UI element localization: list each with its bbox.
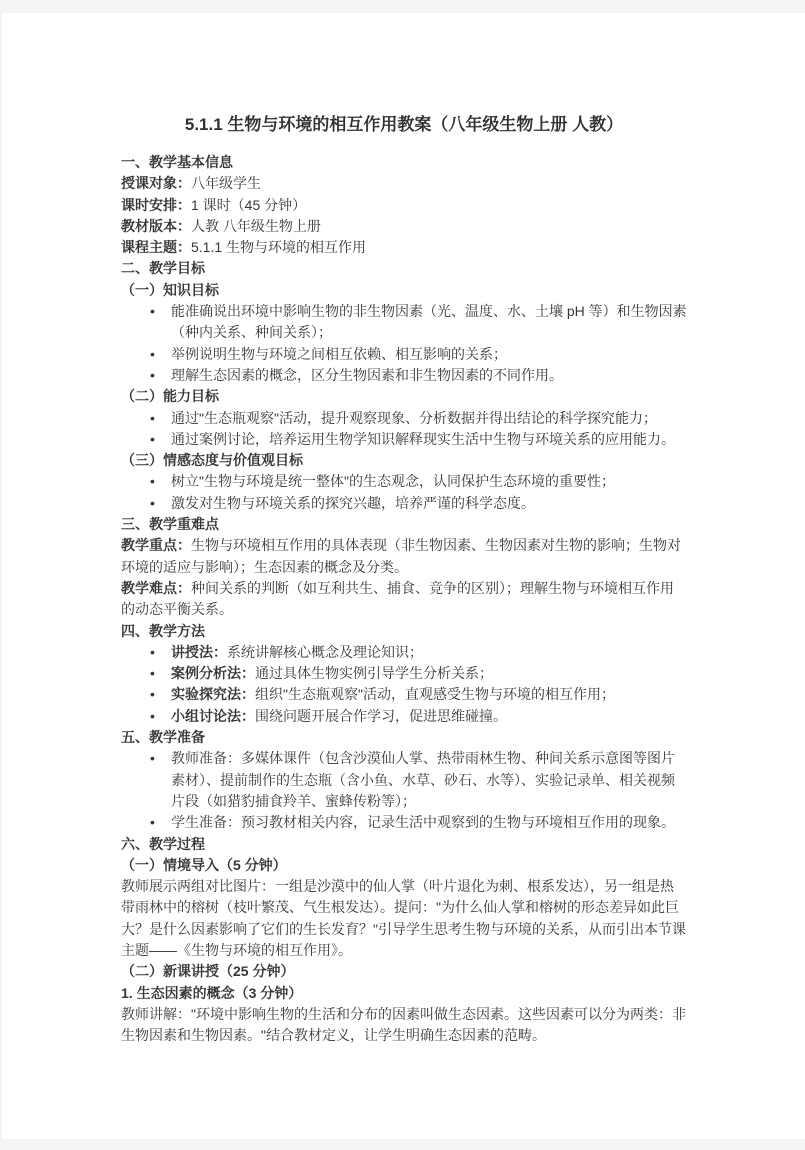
paragraph-label: 教学难点： xyxy=(121,579,191,596)
info-value: 人教 八年级生物上册 xyxy=(191,217,321,234)
info-label: 课时安排： xyxy=(121,196,191,213)
bullet-list-knowledge xyxy=(121,301,687,386)
bullet-text: 组织"生态瓶观察"活动，直观感受生物与环境的相互作用； xyxy=(255,686,615,703)
section-heading-basic-info: 一、教学基本信息 xyxy=(121,154,233,170)
subheading-ability-objectives: （二）能力目标 xyxy=(121,388,219,405)
bullet-text: 通过具体生物实例引导学生分析关系； xyxy=(255,665,493,682)
bullet-text: 激发对生物与环境关系的探究兴趣，培养严谨的科学态度。 xyxy=(171,494,535,511)
paragraph-difficult-point xyxy=(121,578,687,621)
section-heading-objectives: 二、教学目标 xyxy=(121,260,205,277)
info-line-schedule xyxy=(121,195,687,216)
bullet-text: 能准确说出环境中影响生物的非生物因素（光、温度、水、土壤 pH 等）和生物因素（种内关系、种间关系）； xyxy=(171,303,687,341)
info-line-audience xyxy=(121,173,687,194)
document-page xyxy=(2,13,805,1139)
paragraph-key-point xyxy=(121,535,687,578)
subheading-affective-objectives: （三）情感态度与价值观目标 xyxy=(121,452,303,469)
section-heading-methods: 四、教学方法 xyxy=(121,622,205,639)
bullet-label: 小组讨论法： xyxy=(171,707,255,724)
paragraph-text: 生物与环境相互作用的具体表现（非生物因素、生物因素对生物的影响；生物对环境的适应与影响）；生态因素的概念及分类。 xyxy=(121,537,681,575)
bullet-list-affective xyxy=(121,471,687,514)
bullet-item xyxy=(121,663,687,684)
bullet-item xyxy=(121,408,687,429)
bullet-text: 学生准备：预习教材相关内容，记录生活中观察到的生物与环境相互作用的现象。 xyxy=(171,814,675,831)
section-heading-process: 六、教学过程 xyxy=(121,835,205,852)
subheading-knowledge-objectives: （一）知识目标 xyxy=(121,281,219,298)
bullet-item xyxy=(121,344,687,365)
bullet-label: 讲授法： xyxy=(171,643,227,660)
bullet-item xyxy=(121,471,687,492)
bullet-text: 理解生态因素的概念，区分生物因素和非生物因素的不同作用。 xyxy=(171,366,563,383)
paragraph-lead-in: 教师展示两组对比图片：一组是沙漠中的仙人掌（叶片退化为刺、根系发达），另一组是热带雨林中的榕树（枝叶繁茂、气生根发达）。提问："为什么仙人掌和榕树的形态差异如此巨大？是什么因素影响了它们的生长发育？"引导学生思考生物与环境的关系，从而引出本节课主题——《生物与环境的相互作用》。 xyxy=(121,878,686,958)
bullet-item xyxy=(121,684,687,705)
bullet-text: 系统讲解核心概念及理论知识； xyxy=(227,643,423,660)
subheading-lead-in: （一）情境导入（5 分钟） xyxy=(121,856,287,873)
subheading-ecological-factors-concept: 1. 生态因素的概念（3 分钟） xyxy=(121,984,303,1001)
document-title: 5.1.1 生物与环境的相互作用教案（八年级生物上册 人教） xyxy=(184,115,624,134)
bullet-item xyxy=(121,493,687,514)
info-line-textbook xyxy=(121,216,687,237)
bullet-list-ability xyxy=(121,408,687,451)
bullet-item xyxy=(121,812,687,833)
paragraph-label: 教学重点： xyxy=(121,537,191,554)
info-label: 教材版本： xyxy=(121,217,191,234)
bullet-label: 实验探究法： xyxy=(171,686,255,703)
info-value: 八年级学生 xyxy=(191,175,261,192)
bullet-text: 通过"生态瓶观察"活动，提升观察现象、分析数据并得出结论的科学探究能力； xyxy=(171,409,657,426)
bullet-text: 举例说明生物与环境之间相互依赖、相互影响的关系； xyxy=(171,345,507,362)
subheading-new-lesson: （二）新课讲授（25 分钟） xyxy=(121,963,295,980)
bullet-item xyxy=(121,429,687,450)
bullet-text: 围绕问题开展合作学习，促进思维碰撞。 xyxy=(255,707,507,724)
bullet-list-methods xyxy=(121,642,687,727)
section-heading-preparation: 五、教学准备 xyxy=(121,729,205,746)
info-label: 授课对象： xyxy=(121,175,191,192)
bullet-label: 案例分析法： xyxy=(171,665,255,682)
info-value: 5.1.1 生物与环境的相互作用 xyxy=(191,239,367,256)
bullet-item xyxy=(121,365,687,386)
info-value: 1 课时（45 分钟） xyxy=(191,196,307,213)
info-line-topic xyxy=(121,237,687,258)
bullet-text: 教师准备：多媒体课件（包含沙漠仙人掌、热带雨林生物、种间关系示意图等图片素材）、提前制作的生态瓶（含小鱼、水草、砂石、水等）、实验记录单、相关视频片段（如猎豹捕食羚羊、蜜蜂传粉等）； xyxy=(171,750,675,809)
bullet-list-preparation xyxy=(121,748,687,833)
bullet-text: 树立"生物与环境是统一整体"的生态观念，认同保护生态环境的重要性； xyxy=(171,473,615,490)
bullet-item xyxy=(121,706,687,727)
info-label: 课程主题： xyxy=(121,239,191,256)
paragraph-ecological-factors-concept: 教师讲解："环境中影响生物的生活和分布的因素叫做生态因素。这些因素可以分为两类：非生物因素和生物因素。"结合教材定义，让学生明确生态因素的范畴。 xyxy=(121,1005,686,1044)
bullet-item xyxy=(121,301,687,344)
paragraph-text: 种间关系的判断（如互利共生、捕食、竞争的区别）；理解生物与环境相互作用的动态平衡关系。 xyxy=(121,579,674,618)
bullet-text: 通过案例讨论，培养运用生物学知识解释现实生活中生物与环境关系的应用能力。 xyxy=(171,430,675,447)
section-heading-key-points: 三、教学重难点 xyxy=(121,516,219,533)
bullet-item xyxy=(121,748,687,812)
bullet-item xyxy=(121,642,687,663)
